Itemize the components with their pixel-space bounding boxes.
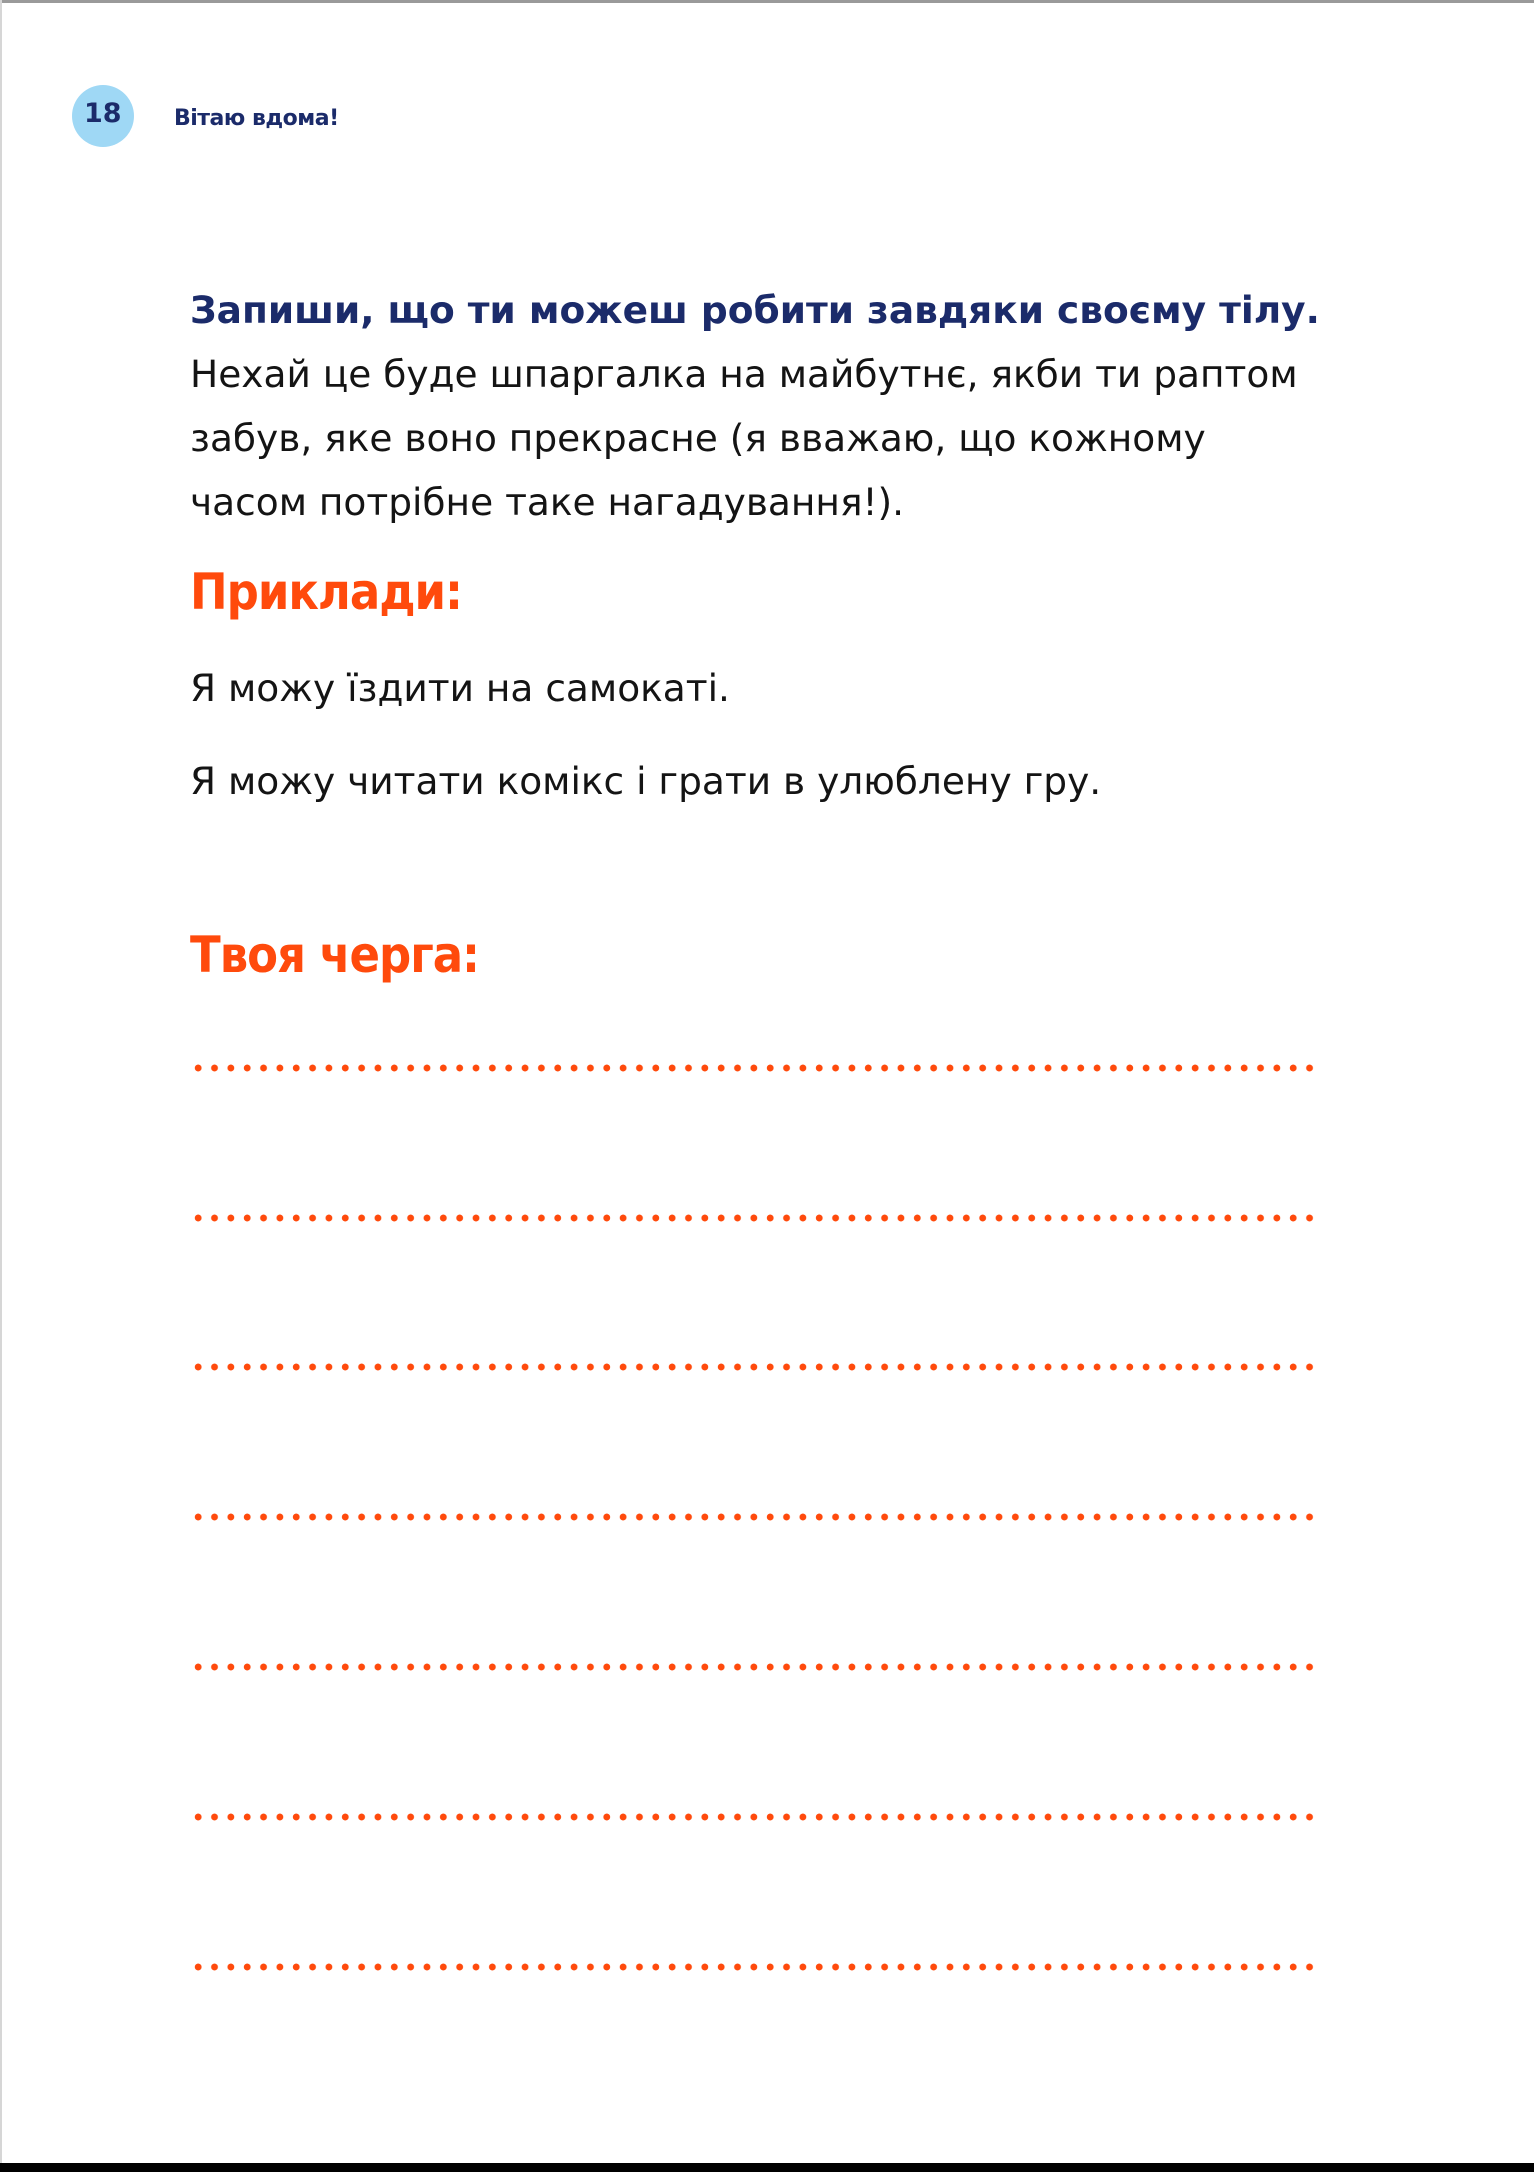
intro-paragraph bbox=[190, 278, 1330, 534]
example-item: Я можу читати комікс і грати в улюблену гру. bbox=[190, 759, 1102, 803]
example-item: Я можу їздити на самокаті. bbox=[190, 666, 730, 710]
intro-lead: Запиши, що ти можеш робити завдяки своєму тілу. bbox=[190, 288, 1320, 332]
running-title: Вітаю вдома! bbox=[174, 106, 339, 131]
dotted-answer-line[interactable] bbox=[190, 1363, 1314, 1371]
dotted-answer-line[interactable] bbox=[190, 1214, 1314, 1222]
dotted-answer-line[interactable] bbox=[190, 1963, 1314, 1971]
page-top-edge bbox=[0, 0, 1534, 3]
page-number: 18 bbox=[84, 98, 122, 129]
page-left-edge bbox=[0, 0, 2, 2172]
dotted-answer-line[interactable] bbox=[190, 1663, 1314, 1671]
examples-heading: Приклади: bbox=[190, 563, 463, 621]
dotted-answer-line[interactable] bbox=[190, 1064, 1314, 1072]
intro-body: Нехай це буде шпаргалка на майбутнє, якби ти раптом забув, яке воно прекрасне (я вважаю, що кожному часом потрібне таке нагадування!). bbox=[190, 352, 1298, 524]
page-bottom-edge bbox=[0, 2163, 1534, 2172]
your-turn-heading: Твоя черга: bbox=[190, 926, 480, 984]
dotted-answer-line[interactable] bbox=[190, 1813, 1314, 1821]
dotted-answer-line[interactable] bbox=[190, 1513, 1314, 1521]
